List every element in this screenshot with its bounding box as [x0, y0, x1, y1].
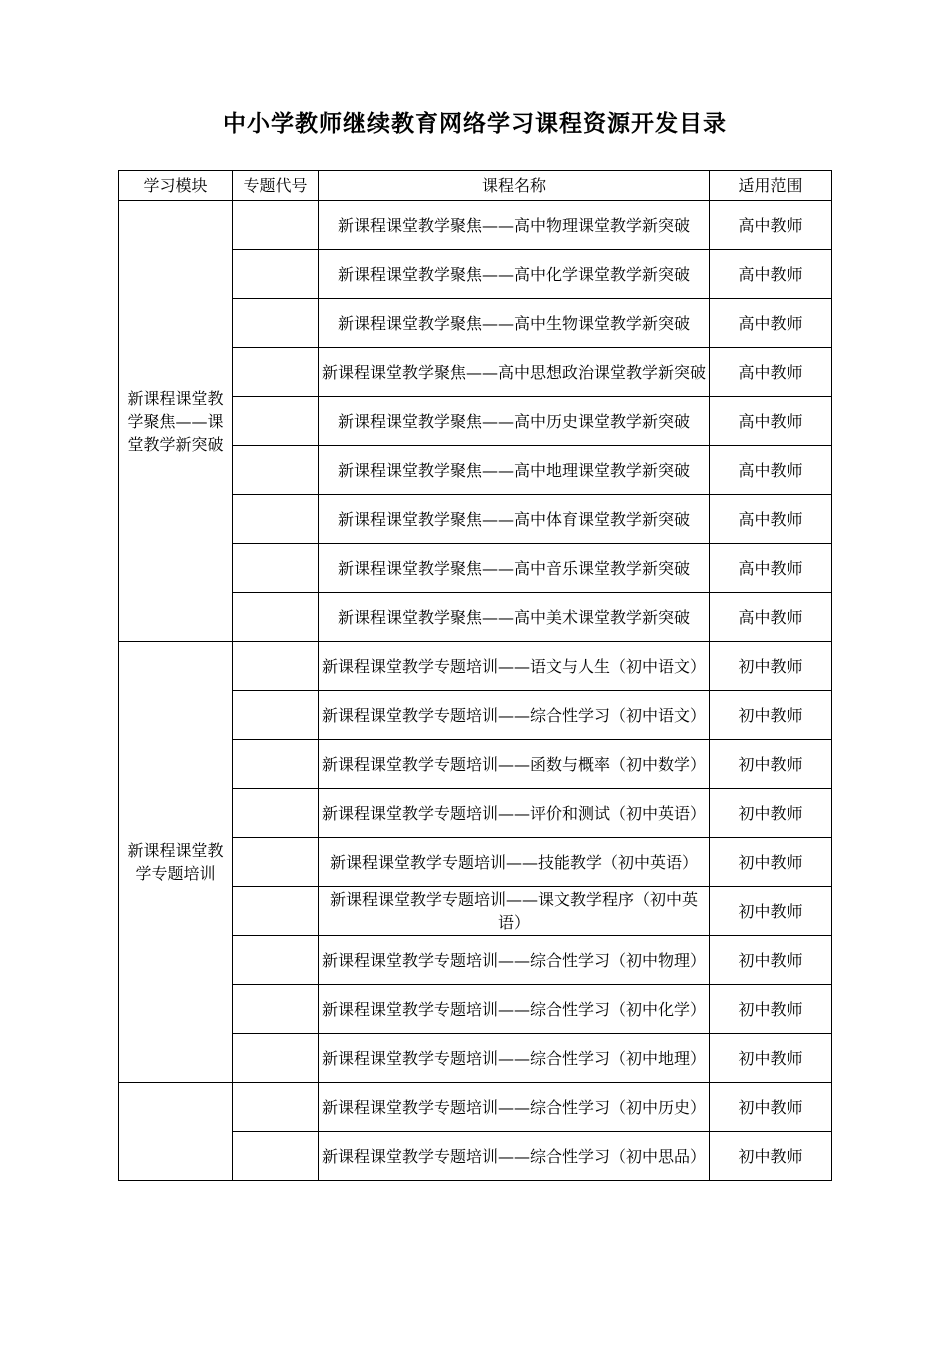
course-catalog-table [118, 170, 832, 1181]
course-name-cell: 新课程课堂教学聚焦——高中思想政治课堂教学新突破 [319, 348, 710, 397]
course-name-cell: 新课程课堂教学专题培训——评价和测试（初中英语） [319, 789, 710, 838]
scope-cell: 高中教师 [710, 397, 832, 446]
scope-cell: 初中教师 [710, 1083, 832, 1132]
course-name-cell: 新课程课堂教学专题培训——语文与人生（初中语文） [319, 642, 710, 691]
scope-cell: 初中教师 [710, 887, 832, 936]
code-cell [233, 691, 319, 740]
table-body [119, 201, 832, 1181]
course-name-cell: 新课程课堂教学专题培训——综合性学习（初中历史） [319, 1083, 710, 1132]
scope-cell: 高中教师 [710, 544, 832, 593]
course-name-cell: 新课程课堂教学聚焦——高中化学课堂教学新突破 [319, 250, 710, 299]
course-name-cell: 新课程课堂教学聚焦——高中物理课堂教学新突破 [319, 201, 710, 250]
scope-cell: 初中教师 [710, 642, 832, 691]
code-cell [233, 348, 319, 397]
course-name-cell: 新课程课堂教学专题培训——综合性学习（初中地理） [319, 1034, 710, 1083]
header-row [119, 171, 832, 201]
table-row [119, 1083, 832, 1132]
table-row [119, 642, 832, 691]
scope-cell: 初中教师 [710, 985, 832, 1034]
header-course: 课程名称 [319, 171, 710, 201]
course-name-cell: 新课程课堂教学专题培训——课文教学程序（初中英语） [319, 887, 710, 936]
course-name-cell: 新课程课堂教学聚焦——高中美术课堂教学新突破 [319, 593, 710, 642]
scope-cell: 高中教师 [710, 446, 832, 495]
code-cell [233, 838, 319, 887]
course-name-cell: 新课程课堂教学聚焦——高中音乐课堂教学新突破 [319, 544, 710, 593]
course-name-cell: 新课程课堂教学专题培训——函数与概率（初中数学） [319, 740, 710, 789]
code-cell [233, 740, 319, 789]
code-cell [233, 936, 319, 985]
course-name-cell: 新课程课堂教学专题培训——综合性学习（初中物理） [319, 936, 710, 985]
code-cell [233, 985, 319, 1034]
code-cell [233, 544, 319, 593]
table-row [119, 201, 832, 250]
scope-cell: 初中教师 [710, 1132, 832, 1181]
header-scope: 适用范围 [710, 171, 832, 201]
scope-cell: 高中教师 [710, 201, 832, 250]
course-name-cell: 新课程课堂教学聚焦——高中历史课堂教学新突破 [319, 397, 710, 446]
course-name-cell: 新课程课堂教学聚焦——高中体育课堂教学新突破 [319, 495, 710, 544]
scope-cell: 初中教师 [710, 838, 832, 887]
code-cell [233, 250, 319, 299]
code-cell [233, 495, 319, 544]
scope-cell: 初中教师 [710, 740, 832, 789]
scope-cell: 高中教师 [710, 348, 832, 397]
code-cell [233, 299, 319, 348]
course-name-cell: 新课程课堂教学聚焦——高中生物课堂教学新突破 [319, 299, 710, 348]
code-cell [233, 1083, 319, 1132]
scope-cell: 高中教师 [710, 495, 832, 544]
module-cell: 新课程课堂教学聚焦——课堂教学新突破 [119, 201, 233, 642]
header-module: 学习模块 [119, 171, 233, 201]
module-cell: 新课程课堂教学专题培训 [119, 642, 233, 1083]
scope-cell: 初中教师 [710, 1034, 832, 1083]
course-name-cell: 新课程课堂教学聚焦——高中地理课堂教学新突破 [319, 446, 710, 495]
code-cell [233, 1034, 319, 1083]
course-name-cell: 新课程课堂教学专题培训——综合性学习（初中语文） [319, 691, 710, 740]
table-header [119, 171, 832, 201]
module-cell [119, 1083, 233, 1181]
course-name-cell: 新课程课堂教学专题培训——综合性学习（初中化学） [319, 985, 710, 1034]
code-cell [233, 446, 319, 495]
code-cell [233, 887, 319, 936]
scope-cell: 高中教师 [710, 299, 832, 348]
code-cell [233, 789, 319, 838]
scope-cell: 初中教师 [710, 789, 832, 838]
scope-cell: 初中教师 [710, 936, 832, 985]
page-title: 中小学教师继续教育网络学习课程资源开发目录 [223, 111, 727, 137]
code-cell [233, 397, 319, 446]
scope-cell: 初中教师 [710, 691, 832, 740]
code-cell [233, 1132, 319, 1181]
course-name-cell: 新课程课堂教学专题培训——综合性学习（初中思品） [319, 1132, 710, 1181]
scope-cell: 高中教师 [710, 593, 832, 642]
code-cell [233, 201, 319, 250]
header-code: 专题代号 [233, 171, 319, 201]
scope-cell: 高中教师 [710, 250, 832, 299]
code-cell [233, 642, 319, 691]
course-name-cell: 新课程课堂教学专题培训——技能教学（初中英语） [319, 838, 710, 887]
code-cell [233, 593, 319, 642]
